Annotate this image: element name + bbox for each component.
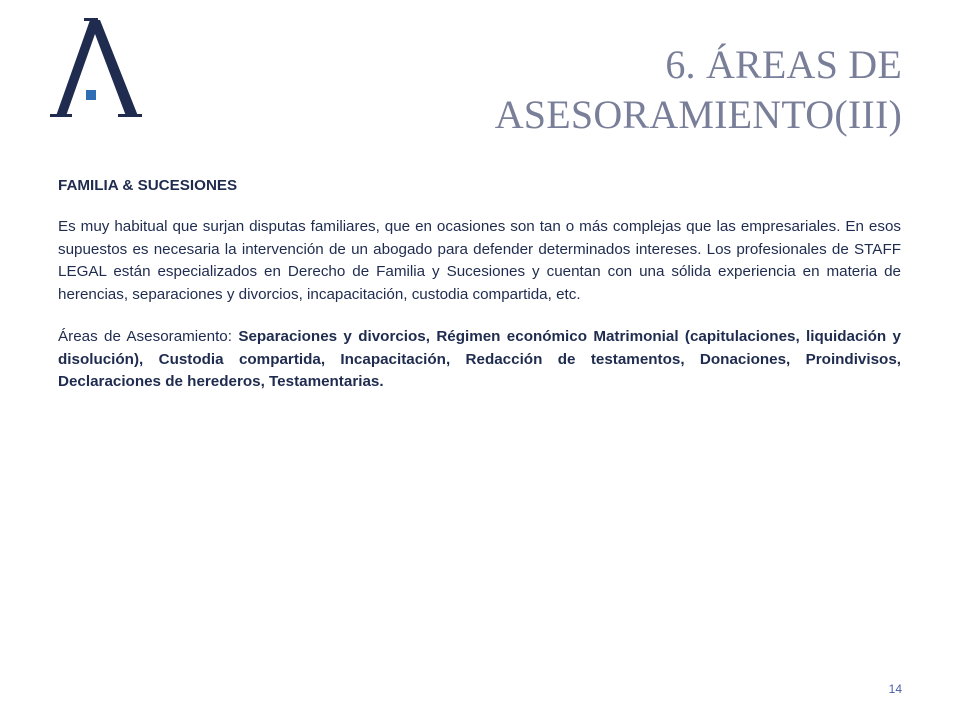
slide-title xyxy=(342,40,902,140)
logo-accent-square xyxy=(86,90,96,100)
section-heading: FAMILIA & SUCESIONES xyxy=(58,177,238,194)
page-number: 14 xyxy=(888,682,902,696)
slide-content xyxy=(58,176,901,414)
intro-paragraph: Es muy habitual que surjan disputas familiares, que en ocasiones son tan o más complejas que las empresariales. En esos supuestos es necesaria la intervención de un abogado para defender determinados intereses. Los profesionales de STAFF LEGAL están especializados en Derecho de Familia y Sucesiones y cuentan con una sólida experiencia en materia de herencias, separaciones y divorcios, incapacitación, custodia compartida, etc. xyxy=(58,218,901,303)
areas-paragraph xyxy=(58,326,901,394)
firm-logo xyxy=(48,18,144,122)
areas-label: Áreas de Asesoramiento: xyxy=(58,328,239,345)
areas-list: Separaciones y divorcios, Régimen económico Matrimonial (capitulaciones, liquidación y disolución), Custodia compartida, Incapacitación, Redacción de testamentos, Donaciones, Proindivisos, Declaraciones de herederos, Testamentarias. xyxy=(58,328,901,390)
title-line-2: ASESORAMIENTO(III) xyxy=(494,92,902,137)
logo-a-icon xyxy=(48,18,144,122)
title-line-1: 6. ÁREAS DE xyxy=(665,42,902,87)
